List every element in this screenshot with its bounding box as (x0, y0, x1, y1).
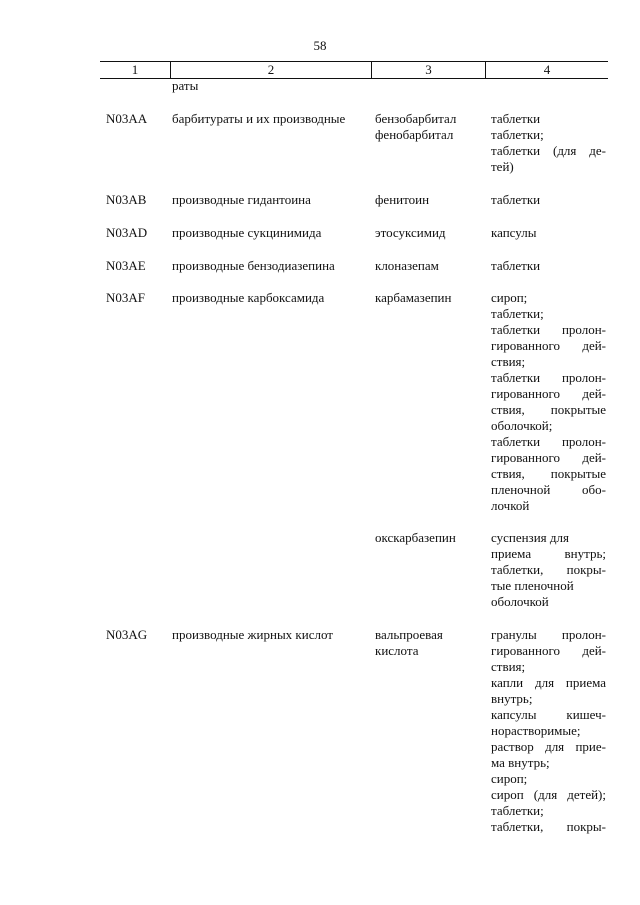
dosage-forms-line: таблетки; (491, 127, 544, 142)
dosage-forms-line: сироп; (491, 290, 528, 305)
dosage-forms-cell (491, 258, 606, 274)
pharmacological-group-cell (172, 192, 368, 208)
active-substance-line: фенитоин (375, 192, 430, 207)
dosage-forms-line: таблетки; (491, 306, 544, 321)
pharmacological-group-cell (172, 258, 368, 274)
pharmacological-group-cell (172, 225, 368, 241)
pharmacological-group-cell (172, 627, 368, 643)
active-substance-line: вальпроевая (375, 627, 443, 642)
atc-code-cell (106, 258, 166, 274)
pharmacological-group-cell (172, 290, 368, 306)
atc-code-cell (106, 290, 166, 306)
pharmacological-group-line: барбитураты и их производные (172, 111, 346, 126)
atc-code-cell (106, 111, 166, 127)
column-header-2: 2 (267, 62, 275, 77)
atc-code-cell (106, 225, 166, 241)
pharmacological-group-line: производные карбоксамида (172, 290, 325, 305)
dosage-forms-line: ствия; (491, 354, 526, 369)
dosage-forms-line: таблетки пролон- (491, 322, 606, 337)
active-substance-line: карбамазепин (375, 290, 452, 305)
atc-code-line: N03AF (106, 290, 146, 305)
atc-code-line: N03AD (106, 225, 148, 240)
dosage-forms-cell (491, 290, 606, 514)
active-substance-line: кислота (375, 643, 419, 658)
dosage-forms-line: гированного дей- (491, 643, 606, 658)
active-substance-line: окскарбазепин (375, 530, 456, 545)
dosage-forms-line: ствия; (491, 659, 526, 674)
dosage-forms-line: раствор для прие- (491, 739, 606, 754)
dosage-forms-line: капсулы (491, 225, 537, 240)
active-substance-cell (375, 111, 483, 143)
page-number: 58 (313, 38, 327, 53)
dosage-forms-line: капли для приема (491, 675, 606, 690)
active-substance-cell (375, 530, 483, 546)
dosage-forms-line: пленочной обо- (491, 482, 606, 497)
dosage-forms-line: гранулы пролон- (491, 627, 606, 642)
column-header-3: 3 (425, 62, 432, 77)
pharmacological-group-line: раты (172, 78, 199, 93)
active-substance-cell (375, 258, 483, 274)
pharmacological-group-line: производные бензодиазепина (172, 258, 335, 273)
pharmacological-group-line: производные жирных кислот (172, 627, 333, 642)
active-substance-cell (375, 225, 483, 241)
dosage-forms-line: таблетки пролон- (491, 434, 606, 449)
dosage-forms-line: гированного дей- (491, 386, 606, 401)
dosage-forms-line: сироп (для детей); (491, 787, 606, 802)
dosage-forms-line: норастворимые; (491, 723, 581, 738)
dosage-forms-line: оболочкой; (491, 418, 553, 433)
dosage-forms-cell (491, 192, 606, 208)
dosage-forms-line: ма внутрь; (491, 755, 550, 770)
pharmacological-group-line: производные сукцинимида (172, 225, 322, 240)
table-header-row (100, 61, 608, 79)
atc-code-line: N03AA (106, 111, 148, 126)
dosage-forms-line: таблетки, покры- (491, 819, 606, 834)
dosage-forms-line: сироп; (491, 771, 528, 786)
active-substance-cell (375, 627, 483, 659)
atc-code-cell (106, 192, 166, 208)
pharmacological-group-cell (172, 111, 368, 127)
atc-code-line: N03AG (106, 627, 148, 642)
dosage-forms-line: ствия, покрытые (491, 466, 606, 481)
dosage-forms-line: суспензия для (491, 530, 569, 545)
pharmacological-group-cell (172, 78, 368, 94)
pharmacological-group-line: производные гидантоина (172, 192, 311, 207)
column-header-1: 1 (131, 62, 139, 77)
dosage-forms-line: гированного дей- (491, 450, 606, 465)
dosage-forms-line: капсулы кишеч- (491, 707, 606, 722)
dosage-forms-line: ствия, покрытые (491, 402, 606, 417)
dosage-forms-line: лочкой (491, 498, 530, 513)
dosage-forms-line: приема внутрь; (491, 546, 606, 561)
dosage-forms-line: таблетки; (491, 803, 544, 818)
dosage-forms-line: внутрь; (491, 691, 533, 706)
dosage-forms-line: таблетки (для де- (491, 143, 606, 158)
active-substance-line: клоназепам (375, 258, 439, 273)
dosage-forms-line: таблетки (491, 258, 541, 273)
dosage-forms-cell (491, 111, 606, 175)
dosage-forms-line: тые пленочной (491, 578, 574, 593)
dosage-forms-line: гированного дей- (491, 338, 606, 353)
active-substance-line: фенобарбитал (375, 127, 454, 142)
dosage-forms-line: таблетки (491, 192, 541, 207)
atc-code-cell (106, 627, 166, 643)
active-substance-line: бензобарбитал (375, 111, 457, 126)
dosage-forms-line: оболочкой (491, 594, 549, 609)
column-header-4: 4 (543, 62, 551, 77)
atc-code-line: N03AB (106, 192, 147, 207)
active-substance-line: этосуксимид (375, 225, 446, 240)
dosage-forms-cell (491, 530, 606, 610)
dosage-forms-line: тей) (491, 159, 514, 174)
atc-code-line: N03AE (106, 258, 146, 273)
dosage-forms-line: таблетки (491, 111, 541, 126)
active-substance-cell (375, 192, 483, 208)
dosage-forms-line: таблетки, покры- (491, 562, 606, 577)
dosage-forms-cell (491, 627, 606, 835)
dosage-forms-cell (491, 225, 606, 241)
active-substance-cell (375, 290, 483, 306)
dosage-forms-line: таблетки пролон- (491, 370, 606, 385)
